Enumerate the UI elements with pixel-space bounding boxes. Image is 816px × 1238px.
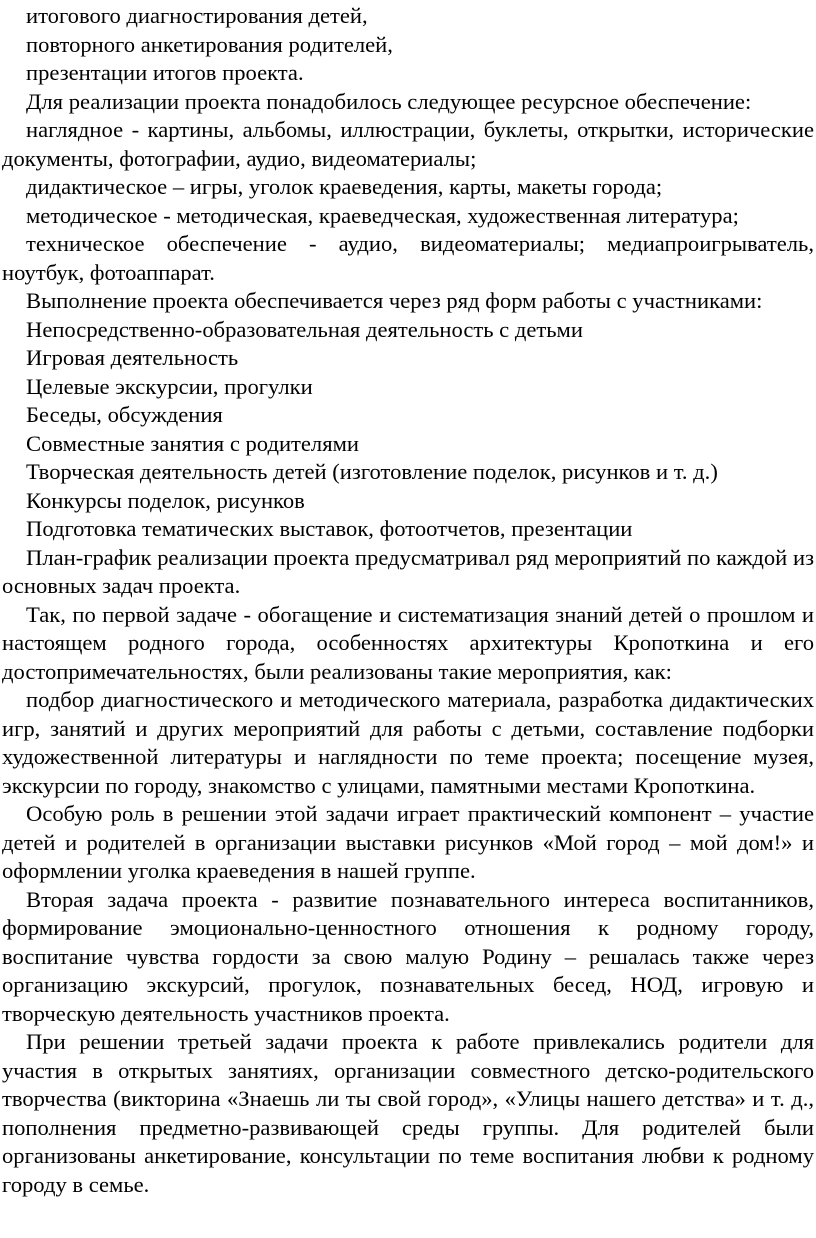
paragraph: повторного анкетирования родителей,	[26, 31, 393, 57]
paragraph: наглядное - картины, альбомы, иллюстрации, буклеты, открытки, исторические документы, фотографии, аудио, видеоматериалы;	[2, 117, 814, 171]
paragraph: При решении третьей задачи проекта к работе привлекались родители для участия в открытых занятиях, организации совместного детско-родительского творчества (викторина «Знаешь ли ты свой город», «Улицы нашего детства» и т. д., пополнения предметно-развивающей среды группы. Для родителей были организованы анкетирование, консультации по теме воспитания любви к родному городу в семье.	[2, 1029, 814, 1197]
paragraph: подбор диагностического и методического материала, разработка дидактических игр, занятий и других мероприятий для работы с детьми, составление подборки художественной литературы и наглядности по теме проекта; посещение музея, экскурсии по городу, знакомство с улицами, памятными местами Кропоткина.	[2, 687, 814, 798]
list-item: Совместные занятия с родителями	[26, 430, 359, 456]
paragraph: Для реализации проекта понадобилось следующее ресурсное обеспечение:	[26, 88, 752, 114]
paragraph: методическое - методическая, краеведческая, художественная литература;	[26, 202, 739, 228]
paragraph: Особую роль в решении этой задачи играет практический компонент – участие детей и родителей в организации выставки рисунков «Мой город – мой дом!» и оформлении уголка краеведения в нашей группе.	[2, 801, 814, 883]
paragraph: презентации итогов проекта.	[26, 60, 304, 85]
list-item: Беседы, обсуждения	[26, 402, 223, 427]
paragraph: техническое обеспечение - аудио, видеоматериалы; медиапроигрыватель, ноутбук, фотоаппарат.	[2, 231, 814, 285]
paragraph: итогового диагностирования детей,	[26, 3, 368, 28]
list-item: Целевые экскурсии, прогулки	[26, 373, 313, 399]
paragraph: дидактическое – игры, уголок краеведения, карты, макеты города;	[26, 174, 663, 199]
list-item: Игровая деятельность	[26, 345, 239, 370]
paragraph: Вторая задача проекта - развитие познавательного интереса воспитанников, формирование эмоционально-ценностного отношения к родному городу, воспитание чувства гордости за свою малую Родину – решалась также через организацию экскурсий, прогулок, познавательных бесед, НОД, игровую и творческую деятельность участников проекта.	[2, 886, 814, 1026]
paragraph: План-график реализации проекта предусматривал ряд мероприятий по каждой из основных задач проекта.	[2, 544, 814, 598]
list-item: Конкурсы поделок, рисунков	[26, 487, 305, 513]
paragraph: Так, по первой задаче - обогащение и систематизация знаний детей о прошлом и настоящем родного города, особенностях архитектуры Кропоткина и его достопримечательностях, были реализованы такие мероприятия, как:	[2, 601, 814, 684]
paragraph: Выполнение проекта обеспечивается через ряд форм работы с участниками:	[26, 288, 763, 313]
list-item: Творческая деятельность детей (изготовление поделок, рисунков и т. д.)	[26, 459, 718, 484]
list-item: Непосредственно-образовательная деятельность с детьми	[26, 316, 583, 342]
list-item: Подготовка тематических выставок, фотоотчетов, презентации	[26, 516, 633, 541]
